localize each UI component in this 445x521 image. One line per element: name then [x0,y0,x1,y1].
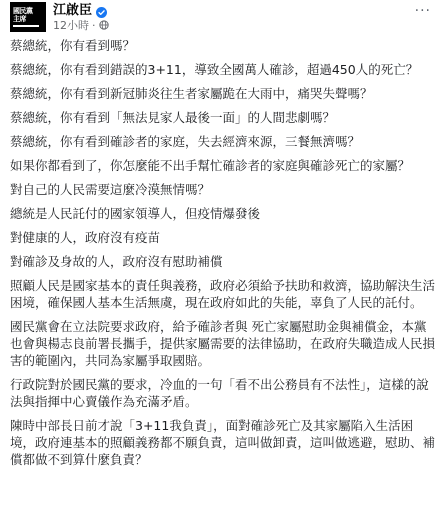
post-paragraph: 如果你都看到了，你怎麼能不出手幫忙確診者的家庭與確診死亡的家屬？ [10,158,411,173]
timestamp-row [53,17,109,33]
post-paragraph: 對確診及身故的人，政府沒有慰助補償 [10,254,223,269]
avatar-bar [13,25,39,27]
post-timestamp[interactable]: 12小時 [53,19,89,32]
author-row [53,0,109,17]
post-body [10,37,438,475]
avatar[interactable] [10,2,46,32]
post-paragraph: 蔡總統，你有看到嗎？ [10,38,136,53]
post-paragraph: 蔡總統，你有看到「無法見家人最後一面」的人間悲劇嗎？ [10,110,336,125]
post-paragraph: 蔡總統，你有看到錯誤的3+11，導致全國萬人確診，超過450人的死亡？ [10,62,419,77]
post-paragraph: 總統是人民託付的國家領導人，但疫情爆發後 [10,206,261,221]
more-options-icon[interactable]: ··· [414,3,431,19]
avatar-text-line-1: 國民黨 [13,7,33,15]
post-paragraph: 蔡總統，你有看到確診者的家庭，失去經濟來源，三餐無濟嗎？ [10,134,361,149]
post-paragraph: 蔡總統，你有看到新冠肺炎往生者家屬跪在大雨中，痛哭失聲嗎？ [10,86,373,101]
post-paragraph: 對健康的人，政府沒有疫苗 [10,230,161,245]
avatar-text-line-2: 主席 [13,15,26,23]
post-paragraph: 行政院對於國民黨的要求，冷血的一句「看不出公務員有不法性」，這樣的說法與指揮中心賣儀作為充滿矛盾。 [10,377,429,409]
post-meta [53,0,109,33]
globe-icon [99,20,109,30]
verified-badge-icon [96,3,107,14]
post-paragraph: 照顧人民是國家基本的責任與義務，政府必須給予扶助和救濟，協助解決生活困境，確保國人基本生活無虞，現在政府如此的失能，辜負了人民的託付。 [10,278,436,310]
post-header [10,0,109,36]
separator-dot: · [92,18,96,32]
post-paragraph: 陳時中部長日前才說「3+11我負責」，面對確診死亡及其家屬陷入生活困境，政府連基本的照顧義務都不願負責，這叫做卸責，這叫做逃避，慰助、補償都做不到算什麼負責？ [10,418,436,467]
post-paragraph: 對自己的人民需要這麼冷漠無情嗎？ [10,182,211,197]
author-name[interactable]: 江啟臣 [53,3,93,18]
post-paragraph: 國民黨會在立法院要求政府，給予確診者與 死亡家屬慰助金與補償金，本黨也會與楊志良前署長攜手，提供家屬需要的法律協助，在政府失職造成人民損害的範圍內，共同為家屬爭取國賠。 [10,319,436,368]
